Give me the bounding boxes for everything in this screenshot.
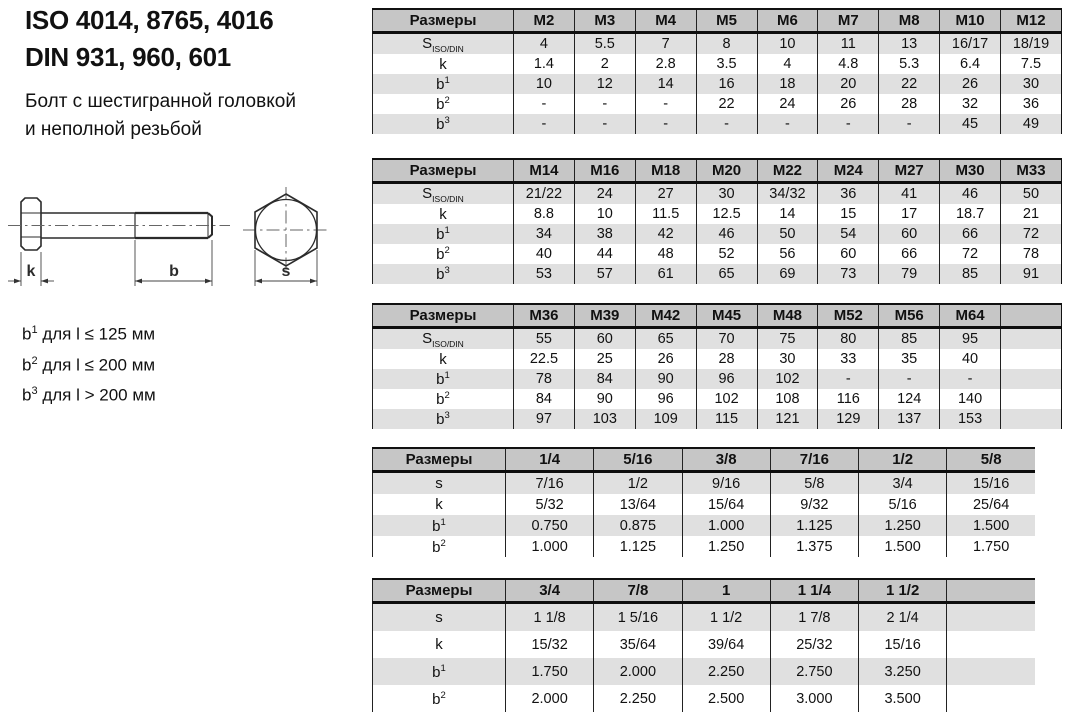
description-line-1: Болт с шестигранной головкой xyxy=(25,91,296,112)
value-cell: 22 xyxy=(879,74,940,94)
value-cell: 115 xyxy=(696,409,757,429)
table-header-row xyxy=(373,9,1062,33)
value-cell: - xyxy=(574,94,635,114)
size-header-cell: M18 xyxy=(635,159,696,183)
value-cell: - xyxy=(879,114,940,134)
size-header-cell: M36 xyxy=(514,304,575,328)
value-cell: 95 xyxy=(940,328,1001,350)
table-row xyxy=(373,204,1062,224)
description-line-2: и неполной резьбой xyxy=(25,119,202,140)
value-cell xyxy=(947,658,1035,685)
row-label-cell: $b^1$ xyxy=(373,74,514,94)
value-cell: 121 xyxy=(757,409,818,429)
value-cell: 1 1/8 xyxy=(506,603,594,632)
value-cell: 7/16 xyxy=(506,472,594,495)
value-cell: 55 xyxy=(514,328,575,350)
value-cell xyxy=(1001,349,1062,369)
row-label-cell: k xyxy=(373,54,514,74)
value-cell: 2.250 xyxy=(682,658,770,685)
value-cell: 35 xyxy=(879,349,940,369)
dimension-table-inch-quarter-to-fiveeighths xyxy=(372,447,1035,557)
value-cell: 50 xyxy=(1001,183,1062,205)
table-row xyxy=(373,74,1062,94)
value-cell xyxy=(947,603,1035,632)
table-row xyxy=(373,264,1062,284)
table-row xyxy=(373,658,1036,685)
value-cell: 85 xyxy=(940,264,1001,284)
value-cell: 33 xyxy=(818,349,879,369)
value-cell: 8 xyxy=(696,33,757,55)
dimension-table-metric-m2-m12 xyxy=(372,8,1062,134)
value-cell: 3/4 xyxy=(859,472,947,495)
value-cell: 18.7 xyxy=(940,204,1001,224)
value-cell: 46 xyxy=(940,183,1001,205)
value-cell: 26 xyxy=(940,74,1001,94)
value-cell: 57 xyxy=(574,264,635,284)
value-cell: 5.5 xyxy=(574,33,635,55)
value-cell: 116 xyxy=(818,389,879,409)
value-cell: - xyxy=(818,114,879,134)
row-label-cell: $b^1$ xyxy=(373,224,514,244)
value-cell: 40 xyxy=(940,349,1001,369)
row-label-cell: $S_{ISO/DIN}$ xyxy=(373,328,514,350)
value-cell xyxy=(1001,369,1062,389)
value-cell: 96 xyxy=(635,389,696,409)
value-cell: 56 xyxy=(757,244,818,264)
value-cell: 108 xyxy=(757,389,818,409)
value-cell: 18/19 xyxy=(1001,33,1062,55)
note-b1: $b^1$ для l ≤ 125 мм xyxy=(22,324,156,344)
value-cell: 8.8 xyxy=(514,204,575,224)
size-header-cell xyxy=(1001,304,1062,328)
value-cell: 26 xyxy=(818,94,879,114)
dimension-table-metric-m14-m33 xyxy=(372,158,1062,284)
value-cell: 42 xyxy=(635,224,696,244)
value-cell: - xyxy=(879,369,940,389)
value-cell xyxy=(947,631,1035,658)
value-cell: 6.4 xyxy=(940,54,1001,74)
value-cell: 10 xyxy=(514,74,575,94)
value-cell: 91 xyxy=(1001,264,1062,284)
size-header-cell: M24 xyxy=(818,159,879,183)
size-header-cell: 5/16 xyxy=(594,448,682,472)
value-cell: 30 xyxy=(1001,74,1062,94)
value-cell: 0.750 xyxy=(506,515,594,536)
value-cell: - xyxy=(574,114,635,134)
value-cell: 4 xyxy=(514,33,575,55)
value-cell: 28 xyxy=(879,94,940,114)
value-cell: 14 xyxy=(757,204,818,224)
size-header-cell: M2 xyxy=(514,9,575,33)
size-header-cell xyxy=(947,579,1035,603)
table-row xyxy=(373,54,1062,74)
value-cell: 102 xyxy=(757,369,818,389)
value-cell: 1.750 xyxy=(506,658,594,685)
table-row xyxy=(373,349,1062,369)
value-cell: 26 xyxy=(635,349,696,369)
value-cell: 2.000 xyxy=(506,685,594,712)
value-cell: 21/22 xyxy=(514,183,575,205)
dimension-table-inch-threequarter-to-oneandhalf xyxy=(372,578,1035,712)
value-cell: 60 xyxy=(879,224,940,244)
table-row xyxy=(373,369,1062,389)
value-cell: 12 xyxy=(574,74,635,94)
value-cell: 1 1/2 xyxy=(682,603,770,632)
size-header-cell: M7 xyxy=(818,9,879,33)
value-cell: 13/64 xyxy=(594,494,682,515)
value-cell: 4 xyxy=(757,54,818,74)
row-label-cell: k xyxy=(373,349,514,369)
table-row xyxy=(373,536,1036,557)
size-header-cell: 1 1/2 xyxy=(859,579,947,603)
value-cell: 25 xyxy=(574,349,635,369)
row-label-cell: k xyxy=(373,204,514,224)
value-cell: 109 xyxy=(635,409,696,429)
value-cell: 2 xyxy=(574,54,635,74)
value-cell: 22.5 xyxy=(514,349,575,369)
bolt-side-view xyxy=(21,198,212,250)
size-header-cell: M42 xyxy=(635,304,696,328)
table-header-row xyxy=(373,448,1036,472)
title-din-standards: DIN 931, 960, 601 xyxy=(25,42,231,72)
value-cell: 34/32 xyxy=(757,183,818,205)
size-header-cell: M16 xyxy=(574,159,635,183)
table-header-row xyxy=(373,304,1062,328)
size-header-cell: M14 xyxy=(514,159,575,183)
value-cell xyxy=(1001,328,1062,350)
table-row xyxy=(373,328,1062,350)
value-cell: 3.000 xyxy=(770,685,858,712)
value-cell: 15 xyxy=(818,204,879,224)
value-cell: 85 xyxy=(879,328,940,350)
row-label-cell: $b^1$ xyxy=(373,515,506,536)
value-cell: 38 xyxy=(574,224,635,244)
value-cell: 53 xyxy=(514,264,575,284)
value-cell: 21 xyxy=(1001,204,1062,224)
value-cell: 3.5 xyxy=(696,54,757,74)
value-cell: 11.5 xyxy=(635,204,696,224)
value-cell: 1/2 xyxy=(594,472,682,495)
value-cell: - xyxy=(757,114,818,134)
value-cell: 1.750 xyxy=(947,536,1035,557)
row-label-cell: $S_{ISO/DIN}$ xyxy=(373,183,514,205)
value-cell: 24 xyxy=(574,183,635,205)
size-header-cell: M6 xyxy=(757,9,818,33)
row-label-cell: $S_{ISO/DIN}$ xyxy=(373,33,514,55)
value-cell: 7 xyxy=(635,33,696,55)
value-cell: 18 xyxy=(757,74,818,94)
value-cell: 48 xyxy=(635,244,696,264)
value-cell: 79 xyxy=(879,264,940,284)
table-row xyxy=(373,631,1036,658)
size-header-cell: M56 xyxy=(879,304,940,328)
value-cell: 4.8 xyxy=(818,54,879,74)
value-cell: 12.5 xyxy=(696,204,757,224)
value-cell: 10 xyxy=(757,33,818,55)
size-header-cell: 1 1/4 xyxy=(770,579,858,603)
note-b2: $b^2$ для l ≤ 200 мм xyxy=(22,354,156,375)
size-header-cell: M5 xyxy=(696,9,757,33)
value-cell: 15/64 xyxy=(682,494,770,515)
value-cell: 69 xyxy=(757,264,818,284)
value-cell: 2.8 xyxy=(635,54,696,74)
value-cell: 2.750 xyxy=(770,658,858,685)
size-header-cell: 1/2 xyxy=(859,448,947,472)
size-header-cell: M30 xyxy=(940,159,1001,183)
size-header-cell: M10 xyxy=(940,9,1001,33)
value-cell: 3.500 xyxy=(859,685,947,712)
value-cell: 66 xyxy=(940,224,1001,244)
value-cell: 1.125 xyxy=(770,515,858,536)
row-label-cell: s xyxy=(373,472,506,495)
product-description xyxy=(25,88,296,144)
value-cell: 5/32 xyxy=(506,494,594,515)
value-cell: 24 xyxy=(757,94,818,114)
size-header-cell: 3/8 xyxy=(682,448,770,472)
size-header-cell: M12 xyxy=(1001,9,1062,33)
value-cell: 140 xyxy=(940,389,1001,409)
value-cell: 1.250 xyxy=(859,515,947,536)
value-cell: 70 xyxy=(696,328,757,350)
row-label-cell: $b^1$ xyxy=(373,658,506,685)
value-cell: 17 xyxy=(879,204,940,224)
dim-label-s: s xyxy=(281,263,291,280)
value-cell: 61 xyxy=(635,264,696,284)
size-header-cell: 3/4 xyxy=(506,579,594,603)
value-cell: - xyxy=(635,94,696,114)
value-cell xyxy=(1001,409,1062,429)
value-cell: 75 xyxy=(757,328,818,350)
value-cell: 78 xyxy=(514,369,575,389)
table-row xyxy=(373,685,1036,712)
value-cell: - xyxy=(940,369,1001,389)
value-cell: 0.875 xyxy=(594,515,682,536)
value-cell: 96 xyxy=(696,369,757,389)
value-cell: 49 xyxy=(1001,114,1062,134)
value-cell: 65 xyxy=(635,328,696,350)
table-header-row xyxy=(373,159,1062,183)
sizes-header-cell: Размеры xyxy=(373,579,506,603)
value-cell: 60 xyxy=(574,328,635,350)
value-cell: 46 xyxy=(696,224,757,244)
value-cell: 9/32 xyxy=(770,494,858,515)
table-row xyxy=(373,472,1036,495)
value-cell: 1.125 xyxy=(594,536,682,557)
value-cell: 65 xyxy=(696,264,757,284)
dim-label-k: k xyxy=(26,263,36,280)
value-cell: 1.4 xyxy=(514,54,575,74)
value-cell: 129 xyxy=(818,409,879,429)
dimension-table-metric-m36-m64 xyxy=(372,303,1062,429)
row-label-cell: $b^3$ xyxy=(373,114,514,134)
page-title xyxy=(25,2,273,76)
value-cell: 1.375 xyxy=(770,536,858,557)
value-cell: 11 xyxy=(818,33,879,55)
value-cell: 39/64 xyxy=(682,631,770,658)
value-cell: 25/32 xyxy=(770,631,858,658)
row-label-cell: k xyxy=(373,631,506,658)
table-row xyxy=(373,494,1036,515)
value-cell: 54 xyxy=(818,224,879,244)
value-cell: 1 5/16 xyxy=(594,603,682,632)
value-cell: 90 xyxy=(574,389,635,409)
size-header-cell: 7/8 xyxy=(594,579,682,603)
table-row xyxy=(373,183,1062,205)
value-cell: 84 xyxy=(514,389,575,409)
size-header-cell: 5/8 xyxy=(947,448,1035,472)
value-cell: 28 xyxy=(696,349,757,369)
dim-label-b: b xyxy=(169,263,179,280)
size-header-cell: M3 xyxy=(574,9,635,33)
value-cell xyxy=(947,685,1035,712)
table-row xyxy=(373,224,1062,244)
row-label-cell: $b^3$ xyxy=(373,409,514,429)
row-label-cell: $b^2$ xyxy=(373,94,514,114)
value-cell: 15/16 xyxy=(859,631,947,658)
value-cell: 73 xyxy=(818,264,879,284)
value-cell: 36 xyxy=(1001,94,1062,114)
value-cell: 3.250 xyxy=(859,658,947,685)
value-cell: 1.500 xyxy=(947,515,1035,536)
value-cell: 9/16 xyxy=(682,472,770,495)
value-cell: - xyxy=(635,114,696,134)
value-cell: 16/17 xyxy=(940,33,1001,55)
value-cell: 34 xyxy=(514,224,575,244)
size-header-cell: M8 xyxy=(879,9,940,33)
value-cell: 30 xyxy=(696,183,757,205)
value-cell: 5/8 xyxy=(770,472,858,495)
value-cell xyxy=(1001,389,1062,409)
value-cell: 90 xyxy=(635,369,696,389)
table-header-row xyxy=(373,579,1036,603)
value-cell: 2.250 xyxy=(594,685,682,712)
value-cell: 25/64 xyxy=(947,494,1035,515)
value-cell: 7.5 xyxy=(1001,54,1062,74)
row-label-cell: s xyxy=(373,603,506,632)
size-header-cell: M52 xyxy=(818,304,879,328)
value-cell: 124 xyxy=(879,389,940,409)
size-header-cell: 1 xyxy=(682,579,770,603)
value-cell: 35/64 xyxy=(594,631,682,658)
value-cell: 16 xyxy=(696,74,757,94)
value-cell: 72 xyxy=(1001,224,1062,244)
table-row xyxy=(373,603,1036,632)
size-header-cell: M45 xyxy=(696,304,757,328)
value-cell: 102 xyxy=(696,389,757,409)
value-cell: 13 xyxy=(879,33,940,55)
table-row xyxy=(373,515,1036,536)
row-label-cell: $b^2$ xyxy=(373,244,514,264)
value-cell: 10 xyxy=(574,204,635,224)
value-cell: 1.000 xyxy=(682,515,770,536)
value-cell: 44 xyxy=(574,244,635,264)
row-label-cell: k xyxy=(373,494,506,515)
size-header-cell: 1/4 xyxy=(506,448,594,472)
size-header-cell: M22 xyxy=(757,159,818,183)
value-cell: 5.3 xyxy=(879,54,940,74)
value-cell: 97 xyxy=(514,409,575,429)
value-cell: 1.250 xyxy=(682,536,770,557)
value-cell: - xyxy=(514,114,575,134)
value-cell: - xyxy=(514,94,575,114)
row-label-cell: $b^2$ xyxy=(373,389,514,409)
value-cell: 2.000 xyxy=(594,658,682,685)
value-cell: 27 xyxy=(635,183,696,205)
value-cell: 22 xyxy=(696,94,757,114)
value-cell: 2 1/4 xyxy=(859,603,947,632)
thread-length-notes xyxy=(22,317,156,409)
value-cell: 60 xyxy=(818,244,879,264)
value-cell: 36 xyxy=(818,183,879,205)
size-header-cell: M39 xyxy=(574,304,635,328)
size-header-cell: M64 xyxy=(940,304,1001,328)
size-header-cell: M27 xyxy=(879,159,940,183)
table-row xyxy=(373,244,1062,264)
value-cell: 66 xyxy=(879,244,940,264)
table-row xyxy=(373,33,1062,55)
value-cell: 30 xyxy=(757,349,818,369)
value-cell: - xyxy=(818,369,879,389)
value-cell: 45 xyxy=(940,114,1001,134)
value-cell: 41 xyxy=(879,183,940,205)
dimension-lines xyxy=(8,240,317,286)
size-header-cell: M33 xyxy=(1001,159,1062,183)
value-cell: 84 xyxy=(574,369,635,389)
value-cell: 72 xyxy=(940,244,1001,264)
sizes-header-cell: Размеры xyxy=(373,9,514,33)
value-cell: 15/32 xyxy=(506,631,594,658)
table-row xyxy=(373,389,1062,409)
value-cell: 15/16 xyxy=(947,472,1035,495)
sizes-header-cell: Размеры xyxy=(373,448,506,472)
value-cell: 1 7/8 xyxy=(770,603,858,632)
table-row xyxy=(373,409,1062,429)
title-iso-standards: ISO 4014, 8765, 4016 xyxy=(25,5,274,35)
row-label-cell: $b^2$ xyxy=(373,536,506,557)
size-header-cell: M4 xyxy=(635,9,696,33)
value-cell: 78 xyxy=(1001,244,1062,264)
value-cell: 2.500 xyxy=(682,685,770,712)
value-cell: 1.000 xyxy=(506,536,594,557)
row-label-cell: $b^2$ xyxy=(373,685,506,712)
value-cell: - xyxy=(696,114,757,134)
value-cell: 1.500 xyxy=(859,536,947,557)
value-cell: 153 xyxy=(940,409,1001,429)
size-header-cell: M20 xyxy=(696,159,757,183)
value-cell: 40 xyxy=(514,244,575,264)
value-cell: 32 xyxy=(940,94,1001,114)
size-header-cell: 7/16 xyxy=(770,448,858,472)
table-row xyxy=(373,114,1062,134)
value-cell: 20 xyxy=(818,74,879,94)
value-cell: 103 xyxy=(574,409,635,429)
size-header-cell: M48 xyxy=(757,304,818,328)
value-cell: 52 xyxy=(696,244,757,264)
row-label-cell: $b^1$ xyxy=(373,369,514,389)
value-cell: 80 xyxy=(818,328,879,350)
note-b3: $b^3$ для l > 200 мм xyxy=(22,385,156,405)
sizes-header-cell: Размеры xyxy=(373,159,514,183)
table-row xyxy=(373,94,1062,114)
sizes-header-cell: Размеры xyxy=(373,304,514,328)
bolt-technical-drawing xyxy=(2,183,367,298)
value-cell: 50 xyxy=(757,224,818,244)
value-cell: 137 xyxy=(879,409,940,429)
row-label-cell: $b^3$ xyxy=(373,264,514,284)
value-cell: 5/16 xyxy=(859,494,947,515)
value-cell: 14 xyxy=(635,74,696,94)
